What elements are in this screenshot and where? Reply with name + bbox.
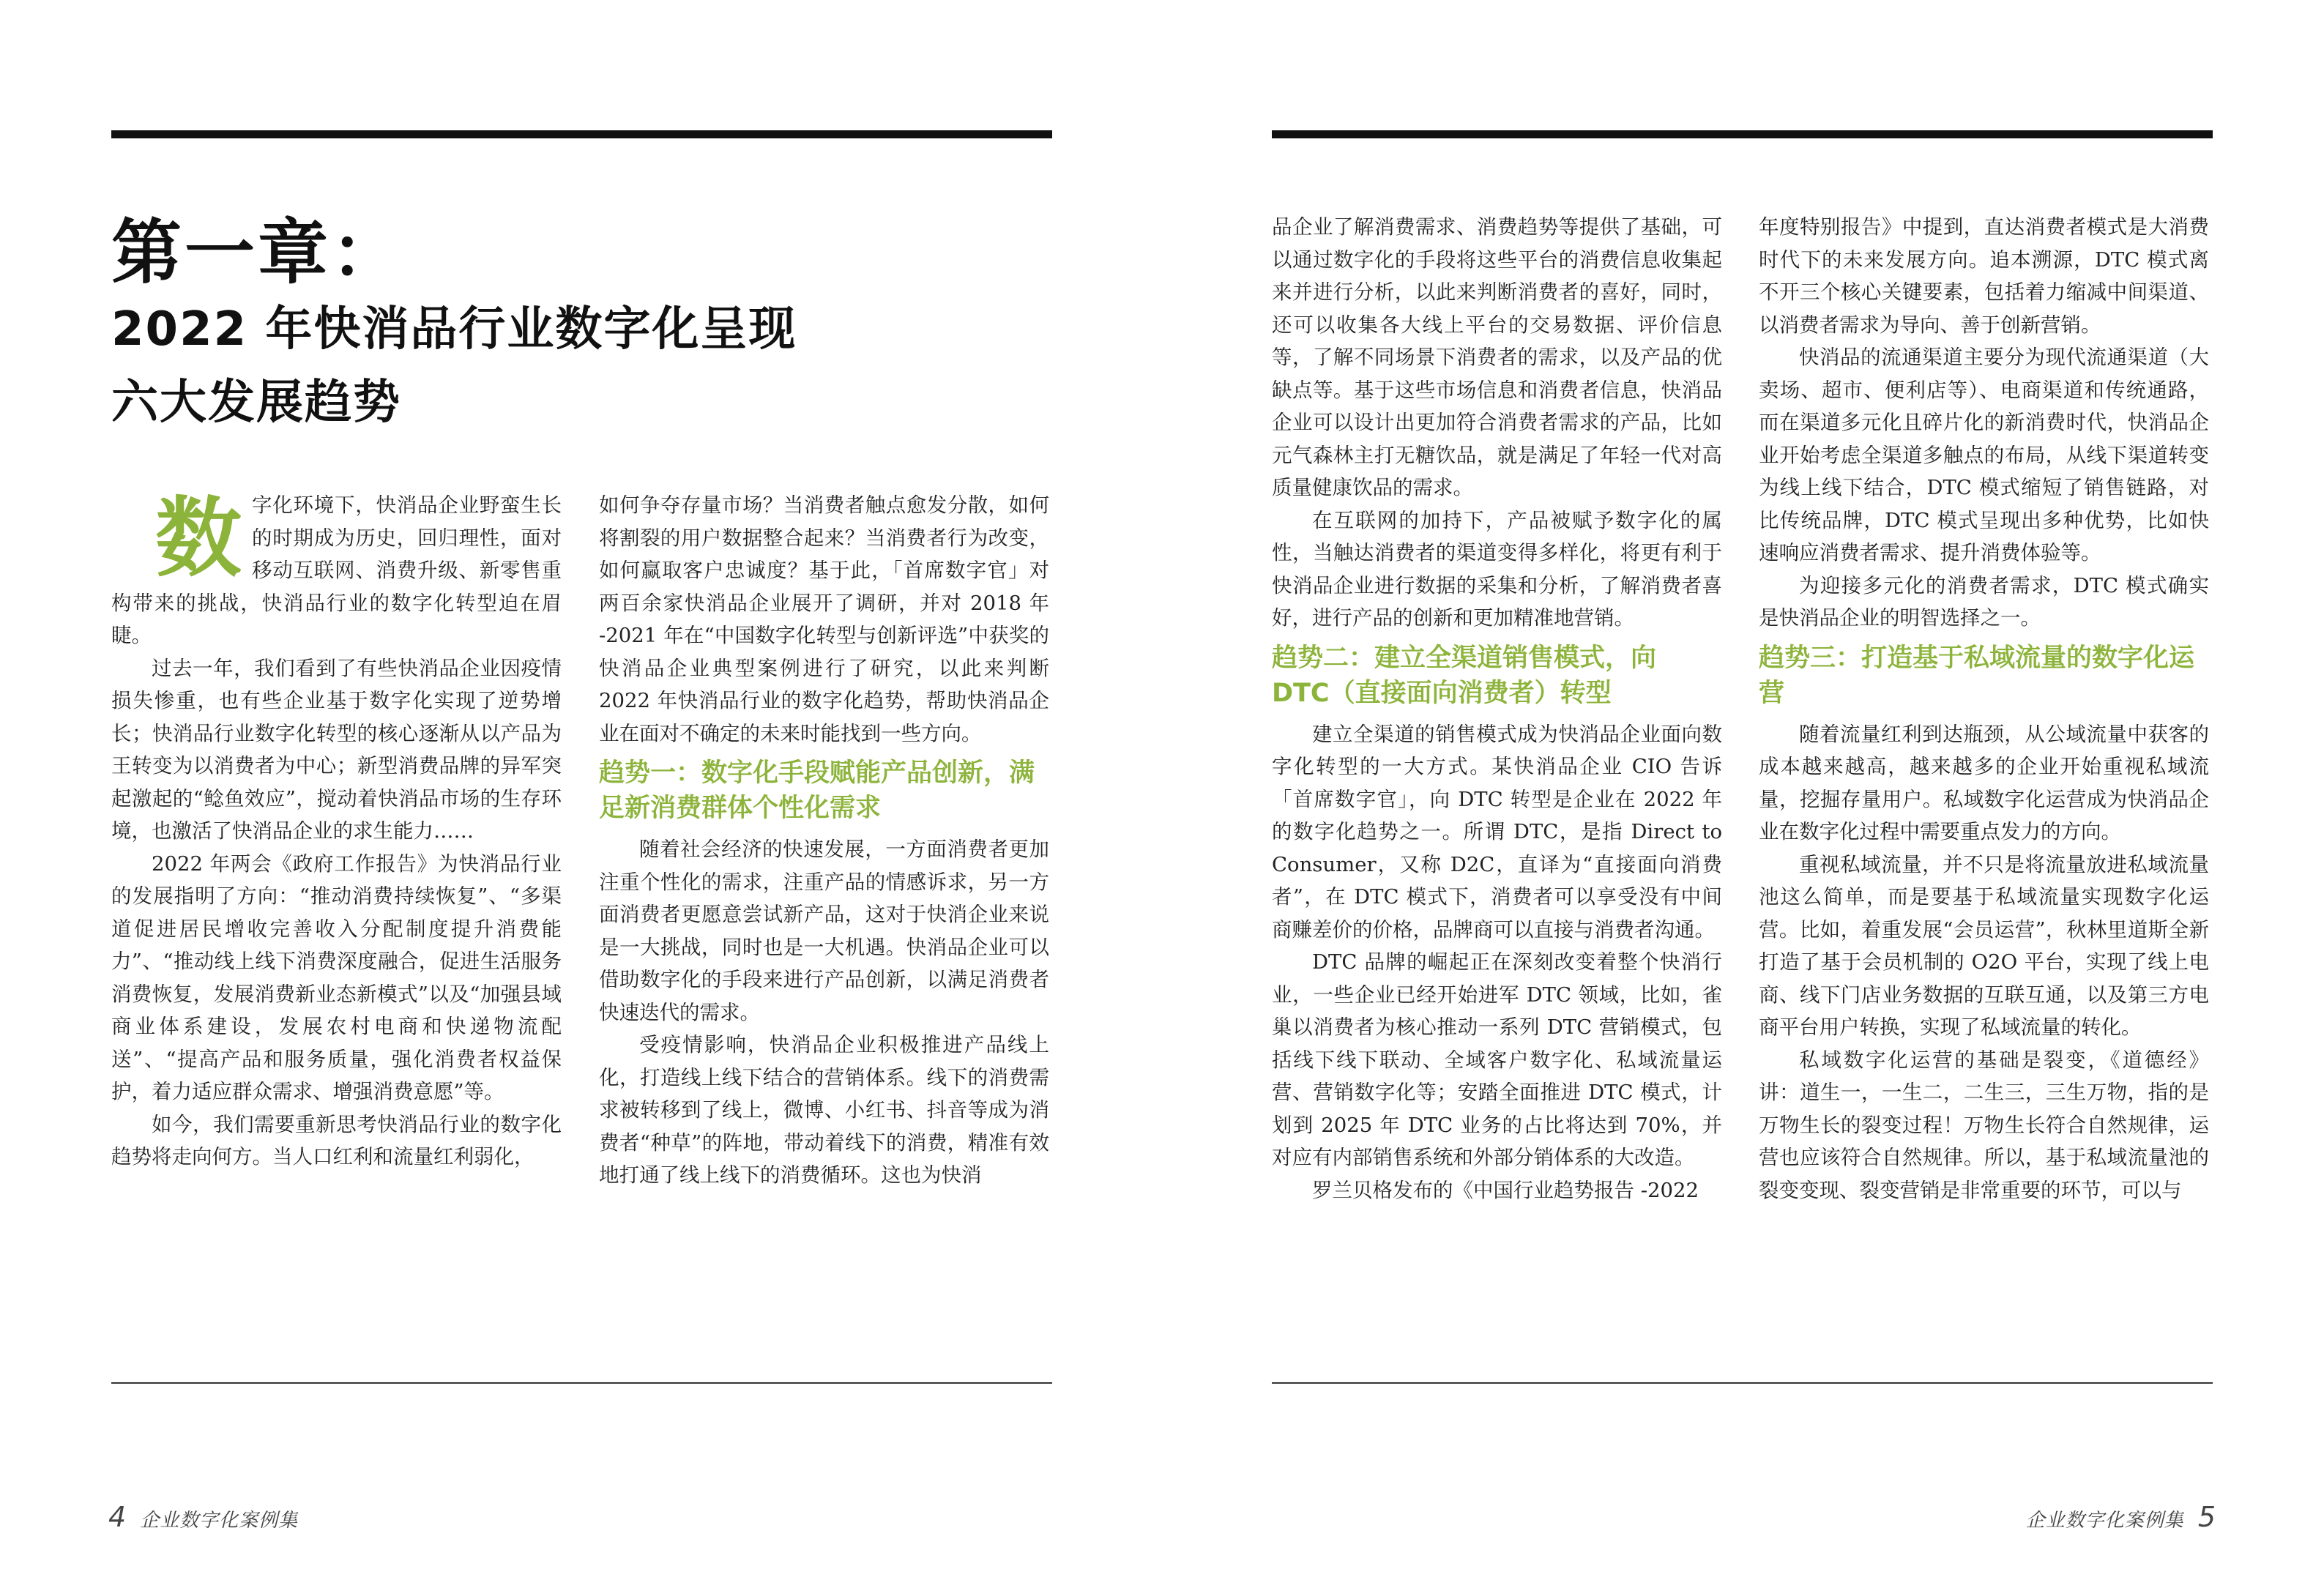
footer-title: 企业数字化案例集	[2025, 1510, 2184, 1532]
paragraph: 快消品的流通渠道主要分为现代流通渠道（大卖场、超市、便利店等）、电商渠道和传统通路，而在渠道多元化且碎片化的新消费时代，快消品企业开始考虑全渠道多触点的布局，从线下渠道转变为线上线下结合，DTC 模式缩短了销售链路，对比传统品牌，DTC 模式呈现出多种优势，比如快速响应消费者需求、提升消费体验等。	[1759, 346, 2209, 564]
paragraph: 随着社会经济的快速发展，一方面消费者更加注重个性化的需求，注重产品的情感诉求，另一方面消费者更愿意尝试新产品，这对于快消企业来说是一大挑战，同时也是一大机遇。快消品企业可以借助数字化的手段来进行产品创新，以满足消费者快速迭代的需求。	[599, 838, 1049, 1024]
left-column-2	[599, 489, 1049, 1192]
top-rule	[111, 130, 1052, 138]
paragraph: 如今，我们需要重新思考快消品行业的数字化趋势将走向何方。当人口红利和流量红利弱化，	[111, 1112, 562, 1168]
paragraph: 过去一年，我们看到了有些快消品企业因疫情损失惨重，也有些企业基于数字化实现了逆势增长；快消品行业数字化转型的核心逐渐从以产品为王转变为以消费者为中心；新型消费品牌的异军突起激起的“鲶鱼效应”，搅动着快消品市场的生存环境，也激活了快消品企业的求生能力……	[111, 656, 562, 843]
paragraph: 重视私域流量，并不只是将流量放进私域流量池这么简单，而是要基于私域流量实现数字化运营。比如，着重发展“会员运营”，秋林里道斯全新打造了基于会员机制的 O2O 平台，实现了线上电商、线下门店业务数据的互联互通，以及第三方电商平台用户转换，实现了私域流量的转化。	[1759, 852, 2209, 1039]
paragraph: 年度特别报告》中提到，直达消费者模式是大消费时代下的未来发展方向。追本溯源，DTC 模式离不开三个核心关键要素，包括着力缩减中间渠道、以消费者需求为导向、善于创新营销。	[1759, 215, 2209, 337]
right-column-2	[1759, 211, 2209, 1207]
page-footer	[2026, 1501, 2216, 1533]
paragraph: 品企业了解消费需求、消费趋势等提供了基础，可以通过数字化的手段将这些平台的消费信息收集起来并进行分析，以此来判断消费者的喜好，同时，还可以收集各大线上平台的交易数据、评价信息等，了解不同场景下消费者的需求，以及产品的优缺点等。基于这些市场信息和消费者信息，快消品企业可以设计出更加符合消费者需求的产品，比如元气森林主打无糖饮品，就是满足了年轻一代对高质量健康饮品的需求。	[1272, 215, 1722, 499]
chapter-title-line2: 2022 年快消品行业数字化呈现	[111, 302, 797, 357]
right-column-1	[1272, 211, 1722, 1207]
paragraph: 2022 年两会《政府工作报告》为快消品行业的发展指明了方向：“推动消费持续恢复”、“多渠道促进居民增收完善收入分配制度提升消费能力”、“推动线上线下消费深度融合，促进生活服务消费恢复，发展消费新业态新模式”以及“加强县域商业体系建设，发展农村电商和快递物流配送”、“提高产品和服务质量，强化消费者权益保护，着力适应群众需求、增强消费意愿”等。	[111, 851, 562, 1103]
page-footer	[108, 1501, 298, 1533]
paragraph: 私域数字化运营的基础是裂变，《道德经》讲：道生一，一生二，二生三，三生万物，指的是万物生长的裂变过程！万物生长符合自然规律，运营也应该符合自然规律。所以，基于私域流量池的裂变变现、裂变营销是非常重要的环节，可以与	[1759, 1048, 2209, 1202]
paragraph: 为迎接多元化的消费者需求，DTC 模式确实是快消品企业的明智选择之一。	[1759, 573, 2209, 630]
footer-title: 企业数字化案例集	[140, 1510, 299, 1532]
paragraph: 随着流量红利到达瓶颈，从公域流量中获客的成本越来越高，越来越多的企业开始重视私域流量，挖掘存量用户。私域数字化运营成为快消品企业在数字化过程中需要重点发力的方向。	[1759, 722, 2209, 843]
chapter-title-line3: 六大发展趋势	[111, 376, 401, 430]
chapter-title-line1: 第一章：	[111, 212, 404, 294]
left-column-1	[111, 489, 562, 1174]
paragraph: 受疫情影响，快消品企业积极推进产品线上化，打造线上线下结合的营销体系。线下的消费需求被转移到了线上，微博、小红书、抖音等成为消费者“种草”的阵地，带动着线下的消费，精准有效地打通了线上线下的消费循环。这也为快消	[599, 1033, 1049, 1187]
page-number: 4	[108, 1501, 127, 1533]
drop-cap: 数	[155, 488, 242, 589]
paragraph: 在互联网的加持下，产品被赋予数字化的属性，当触达消费者的渠道变得多样化，将更有利于快消品企业进行数据的采集和分析，了解消费者喜好，进行产品的创新和更加精准地营销。	[1272, 508, 1722, 630]
bottom-rule	[111, 1382, 1052, 1384]
page-number: 5	[2197, 1501, 2216, 1533]
paragraph: DTC 品牌的崛起正在深刻改变着整个快消行业，一些企业已经开始进军 DTC 领域，比如，雀巢以消费者为核心推动一系列 DTC 营销模式，包括线下线下联动、全域客户数字化、私域流量运营、营销数字化等；安踏全面推进 DTC 模式，计划到 2025 年 DTC 业务的占比将达到 70%，并对应有内部销售系统和外部分销体系的大改造。	[1272, 950, 1722, 1169]
paragraph: 如何争夺存量市场？当消费者触点愈发分散，如何将割裂的用户数据整合起来？当消费者行为改变，如何赢取客户忠诚度？基于此，「首席数字官」对两百余家快消品企业展开了调研，并对 2018 年 -2021 年在“中国数字化转型与创新评选”中获奖的快消品企业典型案例进行了研究，以此来判断 2022 年快消品行业的数字化趋势，帮助快消品企业在面对不确定的未来时能找到一些方向。	[599, 493, 1049, 745]
chapter-title	[111, 212, 797, 439]
paragraph: 罗兰贝格发布的《中国行业趋势报告 -2022	[1312, 1178, 1699, 1202]
section-heading-trend-2: 趋势二：建立全渠道销售模式，向 DTC（直接面向消费者）转型	[1272, 643, 1657, 708]
top-rule	[1272, 130, 2213, 138]
paragraph: 建立全渠道的销售模式成为快消品企业面向数字化转型的一大方式。某快消品企业 CIO 告诉「首席数字官」，向 DTC 转型是企业在 2022 年的数字化趋势之一。所谓 DTC，是指 Direct to Consumer，又称 D2C，直译为“直接面向消费者”，在 DTC 模式下，消费者可以享受没有中间商赚差价的价格，品牌商可以直接与消费者沟通。	[1272, 722, 1722, 942]
right-page	[1162, 0, 2324, 1577]
paragraph: 字化环境下，快消品企业野蛮生长的时期成为历史，回归理性，面对移动互联网、消费升级、新零售重构带来的挑战，快消品行业的数字化转型迫在眉睫。	[111, 493, 562, 647]
bottom-rule	[1272, 1382, 2213, 1384]
section-heading-trend-1: 趋势一：数字化手段赋能产品创新，满足新消费群体个性化需求	[599, 758, 1035, 823]
section-heading-trend-3: 趋势三：打造基于私域流量的数字化运营	[1759, 643, 2195, 708]
